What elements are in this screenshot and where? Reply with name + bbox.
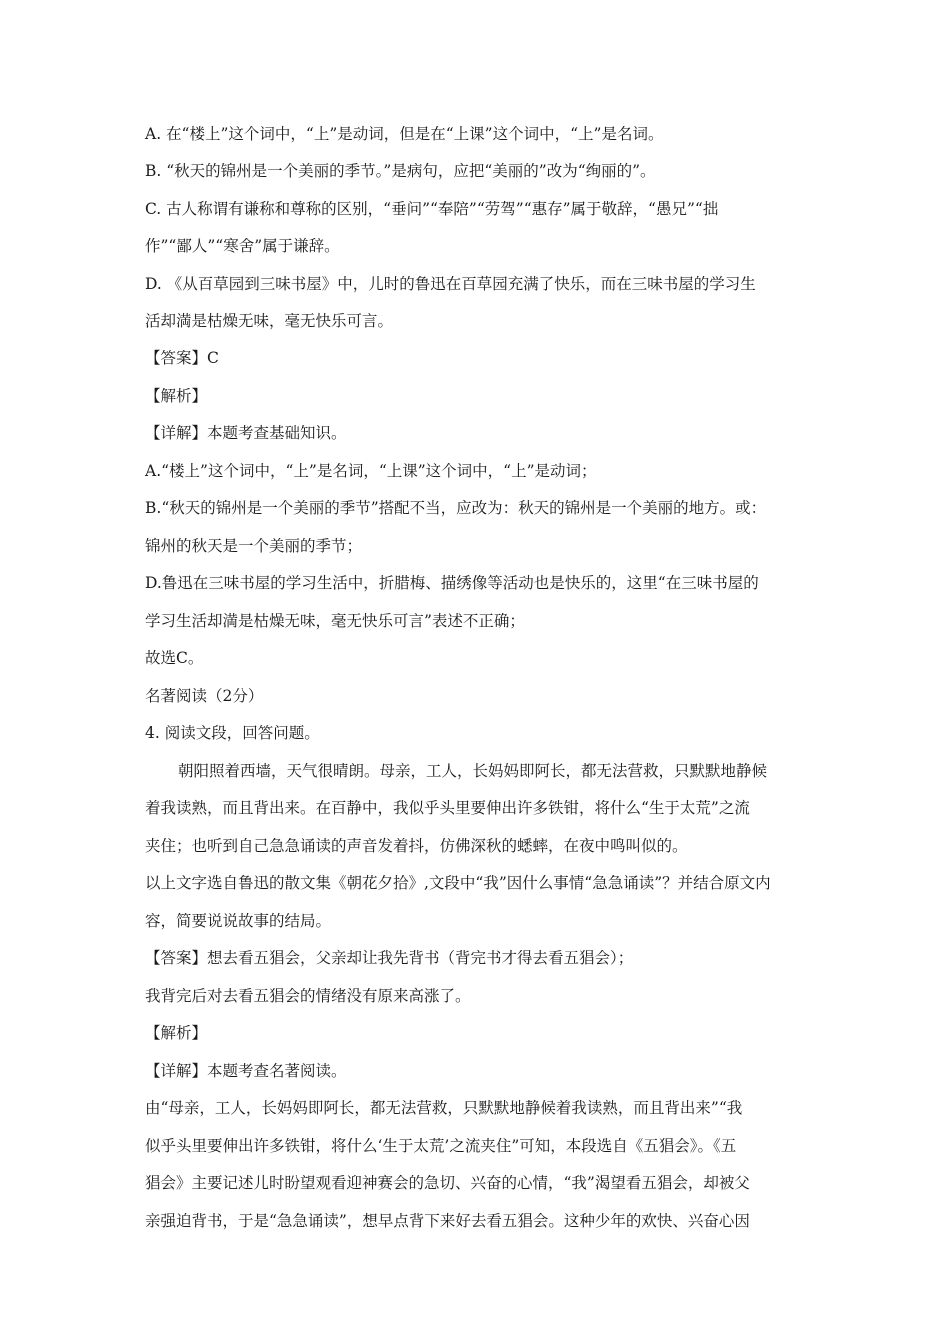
detail-line-1: 由“母亲，工人，长妈妈即阿长，都无法营救，只默默地静候着我读熟，而且背出来”“我 bbox=[145, 1099, 743, 1117]
answer-line-1: 【答案】想去看五猖会，父亲却让我先背书（背完书才得去看五猖会）； bbox=[145, 949, 634, 967]
passage-line-2: 着我读熟，而且背出来。在百静中，我似乎头里要伸出许多铁钳，将什么“生于太荒”之流 bbox=[145, 799, 750, 817]
detail-line-3: 猖会》主要记述儿时盼望观看迎神赛会的急切、兴奋的心情，“我”渴望看五猖会，却被父 bbox=[145, 1174, 750, 1192]
explain-b-line-1: B.“秋天的锦州是一个美丽的季节”搭配不当，应改为：秋天的锦州是一个美丽的地方。或： bbox=[145, 499, 767, 517]
choice-conclusion: 故选C。 bbox=[145, 649, 204, 667]
option-c-line-1: C. 古人称谓有谦称和尊称的区别，“垂问”“奉陪”“劳驾”“惠存”属于敬辞，“愚兄”“拙 bbox=[145, 200, 719, 218]
explain-a: A.“楼上”这个词中，“上”是名词，“上课”这个词中，“上”是动词； bbox=[145, 462, 597, 480]
detail-line-2: 似乎头里要伸出许多铁钳，将什么‘生于太荒’之流夹住”可知，本段选自《五猖会》。《五 bbox=[145, 1137, 737, 1155]
analysis-label-2: 【解析】 bbox=[145, 1024, 208, 1042]
answer-line-2: 我背完后对去看五猖会的情绪没有原来高涨了。 bbox=[145, 987, 471, 1005]
detail-line-4: 亲强迫背书，于是“急急诵读”，想早点背下来好去看五猖会。这种少年的欢快、兴奋心因 bbox=[145, 1212, 750, 1230]
question-4: 4. 阅读文段，回答问题。 bbox=[145, 724, 320, 742]
option-b-line: B. “秋天的锦州是一个美丽的季节。”是病句，应把“美丽的”改为“绚丽的”。 bbox=[145, 162, 656, 180]
option-a-line: A. 在“楼上”这个词中，“上”是动词，但是在“上课”这个词中，“上”是名词。 bbox=[145, 125, 664, 143]
explain-d-line-2: 学习生活却満是枯燥无味，毫无快乐可言”表述不正确； bbox=[145, 612, 525, 630]
question-prompt-line-2: 容，简要说说故事的结局。 bbox=[145, 912, 332, 930]
explain-d-line-1: D.鲁迅在三味书屋的学习生活中，折腊梅、描绣像等活动也是快乐的，这里“在三味书屋的 bbox=[145, 574, 759, 592]
option-d-line-1: D. 《从百草园到三味书屋》中，儿时的鲁迅在百草园充满了快乐，而在三味书屋的学习生 bbox=[145, 275, 756, 293]
detail-heading-2: 【详解】本题考查名著阅读。 bbox=[145, 1062, 347, 1080]
passage-line-3: 夹住；也听到自己急急诵读的声音发着抖，仿佛深秋的蟋蟀，在夜中鸣叫似的。 bbox=[145, 837, 688, 855]
detail-heading: 【详解】本题考查基础知识。 bbox=[145, 424, 347, 442]
question-prompt-line-1: 以上文字选自鲁迅的散文集《朝花夕拾》,文段中“我”因什么事情“急急诵读”？并结合原文内 bbox=[145, 874, 771, 892]
option-c-line-2: 作”“鄙人”“寒舍”属于谦辞。 bbox=[145, 237, 340, 255]
analysis-label: 【解析】 bbox=[145, 387, 208, 405]
answer-label: 【答案】C bbox=[145, 349, 219, 367]
section-heading: 名著阅读（2分） bbox=[145, 687, 264, 705]
passage-line-1: 朝阳照着西墙，天气很晴朗。母亲，工人，长妈妈即阿长，都无法营救，只默默地静候 bbox=[178, 762, 768, 780]
explain-b-line-2: 锦州的秋天是一个美丽的季节； bbox=[145, 537, 363, 555]
option-d-line-2: 活却満是枯燥无味，毫无快乐可言。 bbox=[145, 312, 394, 330]
